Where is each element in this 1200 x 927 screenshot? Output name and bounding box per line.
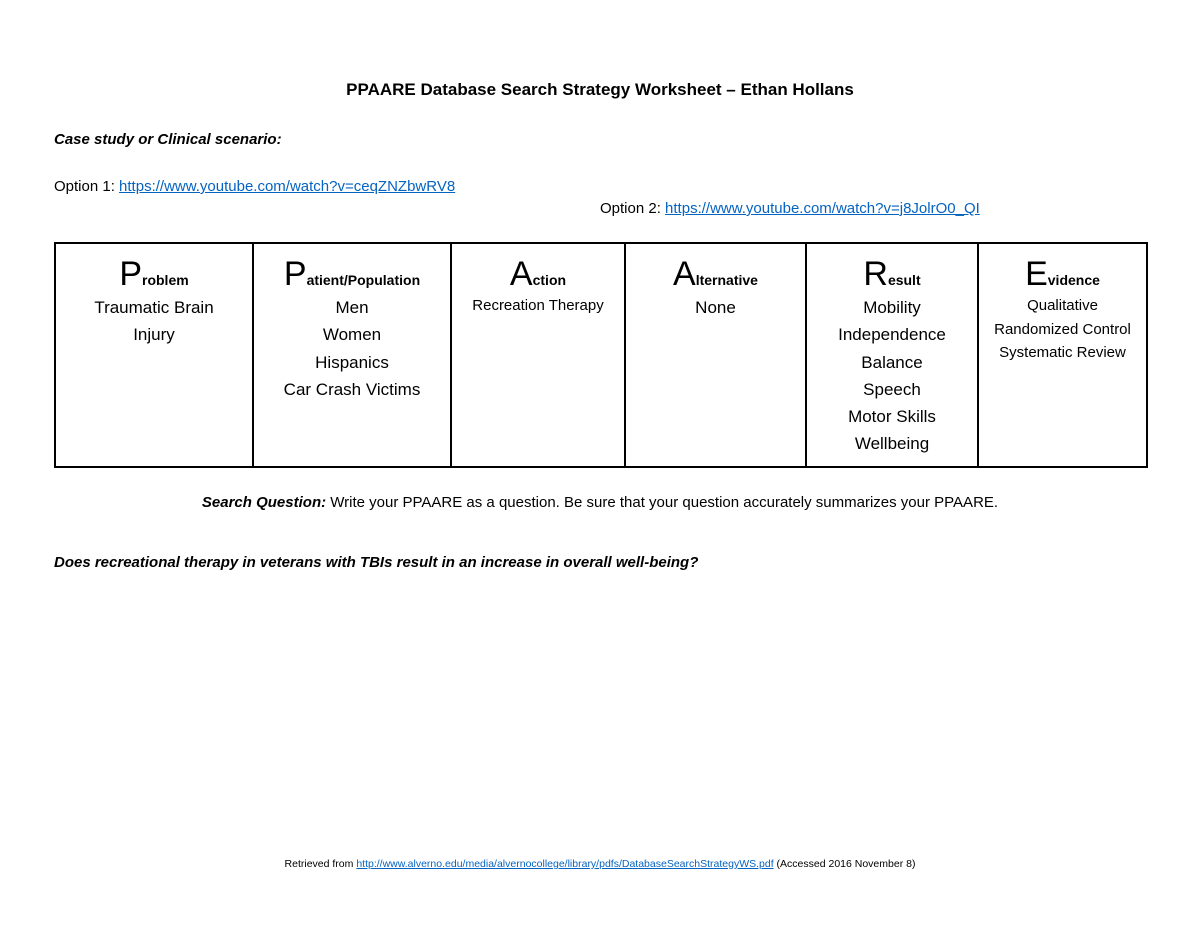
list-item: Balance	[861, 352, 923, 372]
list-item: Injury	[133, 325, 175, 345]
problem-list	[58, 294, 250, 349]
patient-cell	[253, 243, 451, 467]
option-1	[54, 178, 455, 195]
list-item: Randomized Control	[994, 320, 1131, 338]
worksheet-title: PPAARE Database Search Strategy Worksheet – Ethan Hollans	[346, 80, 854, 99]
list-item: Independence	[838, 325, 946, 345]
option-1-label: Option 1:	[54, 178, 120, 195]
action-heading: Action	[509, 255, 567, 293]
evidence-cell	[978, 243, 1147, 467]
action-list	[454, 294, 622, 318]
list-item: Systematic Review	[999, 344, 1126, 361]
list-item: Traumatic Brain	[94, 298, 214, 317]
list-item: Recreation Therapy	[472, 297, 604, 314]
action-cell	[451, 243, 625, 467]
problem-heading: Problem	[119, 255, 189, 293]
list-item: Men	[335, 298, 369, 317]
search-question-text: Write your PPAARE as a question. Be sure that your question accurately summarizes your PPAARE.	[326, 494, 999, 511]
case-study-label: Case study or Clinical scenario:	[54, 131, 282, 148]
patient-heading: Patient/Population	[283, 255, 421, 293]
search-question-label: Search Question:	[201, 494, 327, 511]
search-question-instructions	[0, 494, 1200, 511]
list-item: Hispanics	[315, 352, 389, 372]
result-cell	[806, 243, 978, 467]
list-item: Qualitative	[1027, 297, 1098, 314]
evidence-heading: Evidence	[1025, 255, 1100, 293]
list-item: Car Crash Victims	[283, 379, 421, 399]
list-item: None	[695, 298, 736, 317]
option-2-label: Option 2:	[600, 200, 666, 217]
list-item: Mobility	[863, 298, 921, 317]
option-2-link[interactable]: https://www.youtube.com/watch?v=j8JolrO0_QI	[665, 200, 980, 217]
alternative-heading: Alternative	[673, 255, 758, 293]
alternative-cell	[625, 243, 806, 467]
option-2	[600, 200, 980, 217]
alternative-list	[628, 294, 803, 321]
problem-cell	[55, 243, 253, 467]
list-item: Speech	[863, 379, 921, 399]
list-item: Motor Skills	[848, 407, 936, 427]
list-item: Women	[322, 325, 382, 345]
footer-link[interactable]: http://www.alverno.edu/media/alvernocollege/library/pdfs/DatabaseSearchStrategyWS.pdf	[356, 858, 774, 870]
footer-suffix: (Accessed 2016 November 8)	[773, 858, 916, 870]
patient-list	[256, 294, 448, 403]
list-item: Wellbeing	[854, 434, 930, 454]
result-list	[809, 294, 975, 458]
result-heading: Result	[863, 255, 921, 293]
ppaare-table	[54, 242, 1148, 468]
footer-prefix: Retrieved from	[284, 858, 357, 870]
research-question: Does recreational therapy in veterans with TBIs result in an increase in overall well-being?	[54, 554, 699, 571]
option-1-link[interactable]: https://www.youtube.com/watch?v=ceqZNZbwRV8	[119, 178, 456, 195]
evidence-list	[981, 294, 1144, 365]
footer-citation	[0, 858, 1200, 870]
